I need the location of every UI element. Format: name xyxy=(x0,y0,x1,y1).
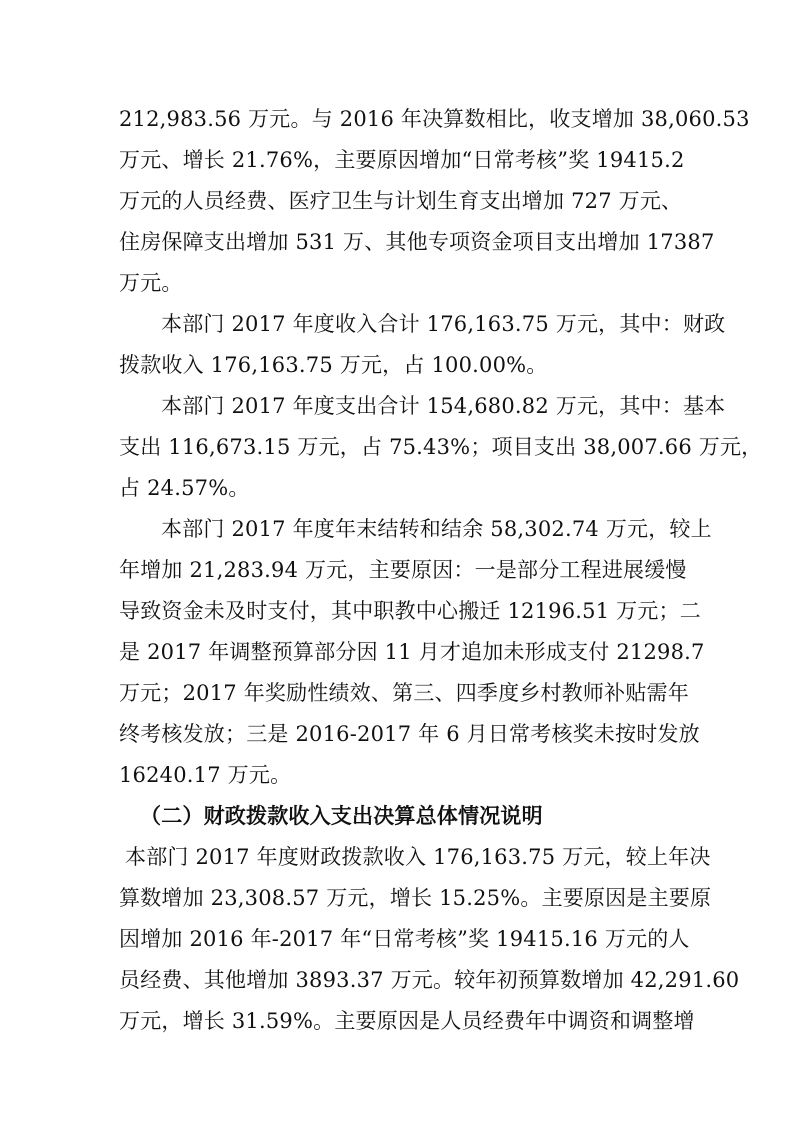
body-line-13: 导致资金未及时支付，其中职教中心搬迁 12196.51 万元；二 xyxy=(119,599,701,623)
body-line-7: 拨款收入 176,163.75 万元，占 100.00%。 xyxy=(119,353,548,377)
body-line-14: 是 2017 年调整预算部分因 11 月才追加未形成支付 21298.7 xyxy=(119,640,705,664)
body-line-15: 万元；2017 年奖励性绩效、第三、四季度乡村教师补贴需年 xyxy=(119,681,689,705)
body-line-23: 万元，增长 31.59%。主要原因是人员经费年中调资和调整增 xyxy=(119,1009,695,1033)
body-line-8: 本部门 2017 年度支出合计 154,680.82 万元，其中：基本 xyxy=(161,394,726,418)
body-line-21: 因增加 2016 年-2017 年“日常考核”奖 19415.16 万元的人 xyxy=(119,927,690,951)
body-line-22: 员经费、其他增加 3893.37 万元。较年初预算数增加 42,291.60 xyxy=(119,968,740,992)
body-line-4: 住房保障支出增加 531 万、其他专项资金项目支出增加 17387 xyxy=(119,230,715,254)
body-line-10: 占 24.57%。 xyxy=(119,476,250,500)
body-line-2: 万元、增长 21.76%，主要原因增加“日常考核”奖 19415.2 xyxy=(119,148,685,172)
section-heading: （二）财政拨款收入支出决算总体情况说明 xyxy=(140,803,543,828)
body-line-20: 算数增加 23,308.57 万元，增长 15.25%。主要原因是主要原 xyxy=(119,886,712,910)
body-line-6: 本部门 2017 年度收入合计 176,163.75 万元，其中：财政 xyxy=(161,312,726,336)
body-line-1: 212,983.56 万元。与 2016 年决算数相比，收支增加 38,060.53 xyxy=(119,107,750,131)
body-line-19: 本部门 2017 年度财政拨款收入 176,163.75 万元，较上年决 xyxy=(125,845,711,869)
body-line-11: 本部门 2017 年度年末结转和结余 58,302.74 万元，较上 xyxy=(161,517,712,541)
body-line-17: 16240.17 万元。 xyxy=(119,763,292,787)
body-line-9: 支出 116,673.15 万元，占 75.43%；项目支出 38,007.66 万元， xyxy=(119,435,763,459)
body-line-3: 万元的人员经费、医疗卫生与计划生育支出增加 727 万元、 xyxy=(119,189,683,213)
body-line-12: 年增加 21,283.94 万元，主要原因：一是部分工程进展缓慢 xyxy=(119,558,687,582)
body-line-16: 终考核发放；三是 2016-2017 年 6 月日常考核奖未按时发放 xyxy=(119,722,700,746)
body-line-5: 万元。 xyxy=(119,271,183,295)
